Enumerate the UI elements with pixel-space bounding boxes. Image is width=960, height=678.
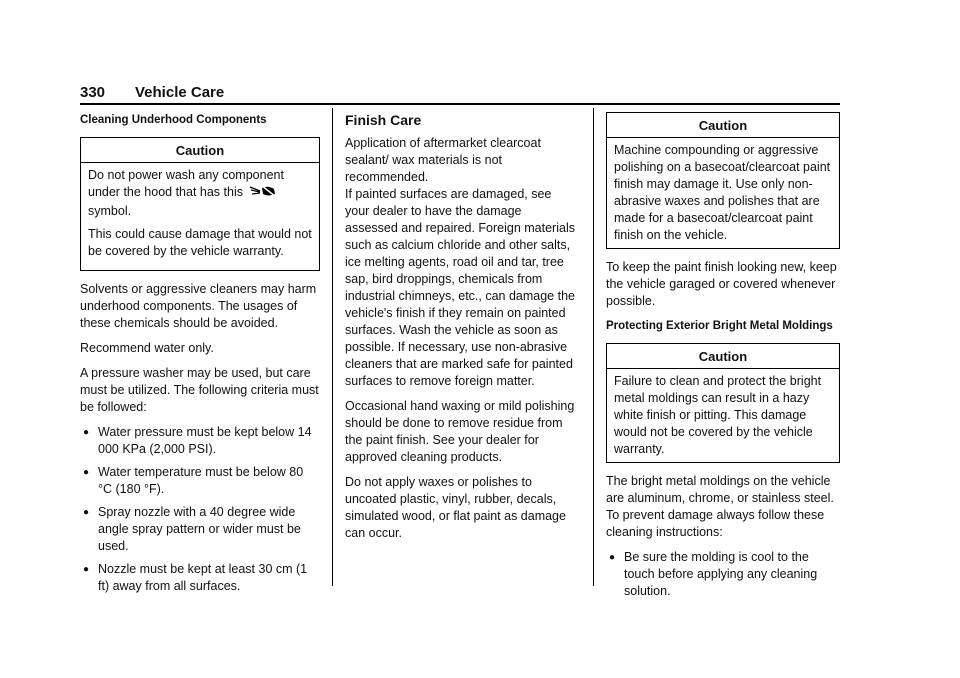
paragraph: Solvents or aggressive cleaners may harm underhood components. The usages of these chemicals should be avoided. xyxy=(80,282,317,330)
list-item: ● Be sure the molding is cool to the touch before applying any cleaning solution. xyxy=(609,550,818,598)
heading-finish-care: Finish Care xyxy=(345,112,422,128)
no-power-wash-icon xyxy=(248,184,278,203)
paragraph: Do not apply waxes or polishes to uncoated plastic, vinyl, rubber, decals, simulated wood, or flat paint as damage can occur. xyxy=(345,475,566,540)
section-title: Vehicle Care xyxy=(135,84,225,101)
subheading-bright-metal-moldings: Protecting Exterior Bright Metal Moldings xyxy=(606,320,833,332)
subheading-cleaning-underhood: Cleaning Underhood Components xyxy=(80,114,267,126)
column-divider xyxy=(332,108,333,586)
header-rule xyxy=(80,103,840,105)
caution-text: Machine compounding or aggressive polishing on a basecoat/clearcoat paint finish may damage it. Use only non-abrasive waxes and polishes that are made for a basecoat/clearcoat paint finish on the vehicle. xyxy=(614,143,831,242)
list-item: ● Spray nozzle with a 40 degree wide angle spray pattern or wider must be used. xyxy=(83,505,301,553)
caution-body xyxy=(607,369,839,462)
caution-title: Caution xyxy=(607,113,839,138)
column-2 xyxy=(345,112,577,550)
caution-body xyxy=(607,138,839,248)
bullet-icon: ● xyxy=(83,467,90,478)
caution-box xyxy=(606,112,840,249)
caution-text: Failure to clean and protect the bright metal moldings can result in a hazy white finish or pitting. This damage would not be covered by the vehicle warranty. xyxy=(614,374,822,456)
column-3 xyxy=(606,112,840,608)
paragraph: Occasional hand waxing or mild polishing should be done to remove residue from the paint finish. See your dealer for approved cleaning products. xyxy=(345,399,575,464)
paragraph: To keep the paint finish looking new, keep the vehicle garaged or covered whenever possible. xyxy=(606,260,837,308)
caution-line1: Do not power wash any component under the hood that has this xyxy=(88,168,284,199)
paragraph: If painted surfaces are damaged, see your dealer to have the damage assessed and repaired. Foreign materials such as calcium chloride and other salts, ice melting agents, road oil and tar, tree sap, bird droppings, chemicals from industrial chimneys, etc., can damage the vehicle's finish if they remain on painted surfaces. Wash the vehicle as soon as possible. If necessary, use non-abrasive cleaners that are marked safe for painted surfaces to remove foreign matter. xyxy=(345,187,575,388)
page-number: 330 xyxy=(80,84,106,101)
bullet-icon: ● xyxy=(83,427,90,438)
list-item: ● Water pressure must be kept below 14 000 KPa (2,000 PSI). xyxy=(83,425,312,456)
caution-box xyxy=(80,137,320,271)
column-divider xyxy=(593,108,594,586)
list-item: ● Nozzle must be kept at least 30 cm (1 ft) away from all surfaces. xyxy=(83,562,308,593)
column-1 xyxy=(80,112,320,603)
bullet-icon: ● xyxy=(83,564,90,575)
caution-text xyxy=(88,167,312,220)
caution-title: Caution xyxy=(607,344,839,369)
paragraph: Application of aftermarket clearcoat sealant/ wax materials is not recommended. xyxy=(345,136,541,184)
bullet-icon: ● xyxy=(609,552,616,563)
caution-box xyxy=(606,343,840,463)
paragraph: The bright metal moldings on the vehicle are aluminum, chrome, or stainless steel. To prevent damage always follow these cleaning instructions: xyxy=(606,474,834,539)
bullet-icon: ● xyxy=(83,507,90,518)
paragraph: A pressure washer may be used, but care must be utilized. The following criteria must be followed: xyxy=(80,366,319,414)
caution-body xyxy=(81,163,319,270)
bullet-list xyxy=(80,424,320,595)
list-item: ● Water temperature must be below 80 °C (180 °F). xyxy=(83,465,304,496)
caution-line1-end: symbol. xyxy=(88,204,132,218)
paragraph: Recommend water only. xyxy=(80,341,214,355)
bullet-list xyxy=(606,549,840,600)
caution-text-2: This could cause damage that would not be covered by the vehicle warranty. xyxy=(88,227,312,258)
caution-title: Caution xyxy=(81,138,319,163)
